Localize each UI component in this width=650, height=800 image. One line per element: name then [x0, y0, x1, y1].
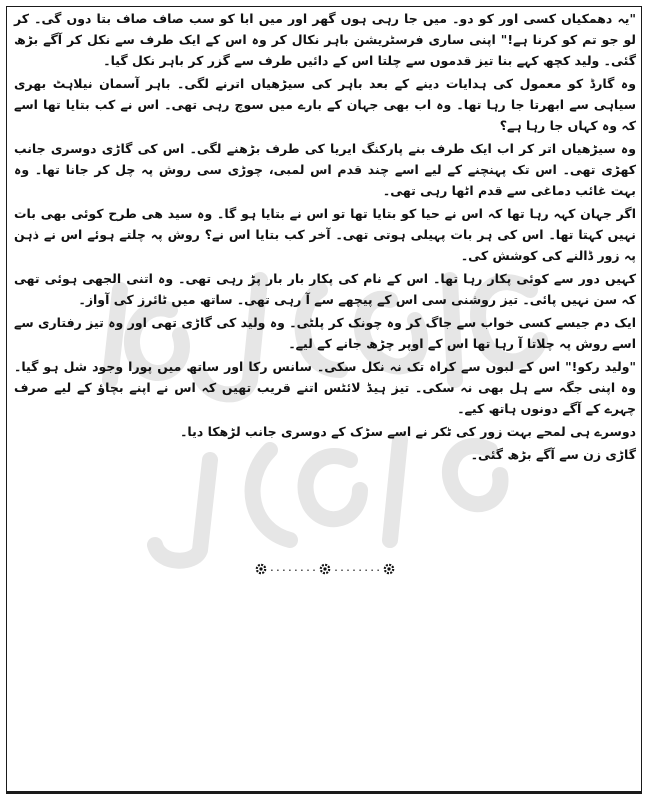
- gear-ornament-icon: [254, 562, 268, 576]
- paragraph: وہ سیڑھیاں اتر کر اب ایک طرف بنے پارکنگ ایریا کی طرف بڑھنے لگی۔ اس کی گاڑی دوسری جانب کھڑی تھی۔ اس تک پہنچنے کے لیے اسے چند قدم اس لمبی، چوڑی سی روش پہ چل کر جانا تھا۔ وہ بہت غائب دماغی سے قدم اٹھا رہی تھی۔: [14, 141, 636, 198]
- paragraph: وہ گارڈ کو معمول کی ہدایات دینے کے بعد باہر کی سیڑھیاں اترنے لگی۔ باہر آسمان نیلاہٹ بھری سیاہی سے ابھرتا جا رہا تھا۔ وہ اب بھی جہان کے بارے میں سوچ رہی تھی۔ اس نے کب بتایا تھا اسے کہ وہ کہاں جا رہا ہے؟: [14, 76, 636, 133]
- paragraph: ایک دم جیسے کسی خواب سے جاگ کر وہ چونک کر پلٹی۔ وہ ولید کی گاڑی تھی اور وہ تیز رفتاری سے اسے روش پہ چلاتا آ رہا تھا اس کے اوپر چڑھ جانے کے لیے۔: [14, 315, 636, 351]
- ornament-dots: ........: [333, 563, 382, 574]
- paragraph: کہیں دور سے کوئی پکار رہا تھا۔ اس کے نام کی پکار بار بار پڑ رہی تھی۔ وہ اتنی الجھی ہوئی تھی کہ سن نہیں پائی۔ تیز روشنی سی اس کے پیچھے سے آ رہی تھی۔ ساتھ میں ٹائرز کی آواز۔: [14, 271, 636, 307]
- urdu-text-column: [14, 8, 636, 467]
- paragraph: "یہ دھمکیاں کسی اور کو دو۔ میں جا رہی ہوں گھر اور میں ابا کو سب صاف صاف بتا دوں گی۔ کر لو جو تم کو کرنا ہے!" اپنی ساری فرسٹریشن باہر نکال کر وہ اس کے ایک طرف سے نکل کر آگے بڑھ گئی۔ ولید کچھ کہے بنا تیز قدموں سے چلتا اس کے دائیں طرف سے گزر کر باہر نکل گیا۔: [14, 11, 636, 68]
- bottom-rule: [6, 792, 642, 794]
- gear-ornament-icon: [382, 562, 396, 576]
- ornament-dots: ........: [268, 563, 317, 574]
- paragraph: "ولید رکو!" اس کے لبوں سے کراہ تک نہ نکل سکی۔ سانس رکا اور ساتھ میں پورا وجود شل ہو گیا۔ وہ اپنی جگہ سے ہل بھی نہ سکی۔ تیز ہیڈ لائٹس اتنے قریب تھیں کہ اس نے اپنے بچاؤ کے لیے صرف چہرے کے آگے دونوں ہاتھ کیے۔: [14, 359, 636, 416]
- section-ornament: [0, 562, 650, 576]
- paragraph: دوسرے ہی لمحے بہت زور کی ٹکر نے اسے سڑک کے دوسری جانب لڑھکا دیا۔: [180, 424, 636, 439]
- gear-ornament-icon: [318, 562, 332, 576]
- paragraph: اگر جہان کہہ رہا تھا کہ اس نے حیا کو بتایا تھا تو اس نے بتایا ہو گا۔ وہ سید ھی طرح کوئی بھی بات نہیں کہتا تھا۔ اس کی ہر بات پہیلی ہوتی تھی۔ آخر کب بتایا اس نے؟ روش پہ چلتے ہوئے اس نے ذہن پہ زور ڈالنے کی کوشش کی۔: [14, 206, 636, 263]
- paragraph: گاڑی زن سے آگے بڑھ گئی۔: [470, 447, 636, 462]
